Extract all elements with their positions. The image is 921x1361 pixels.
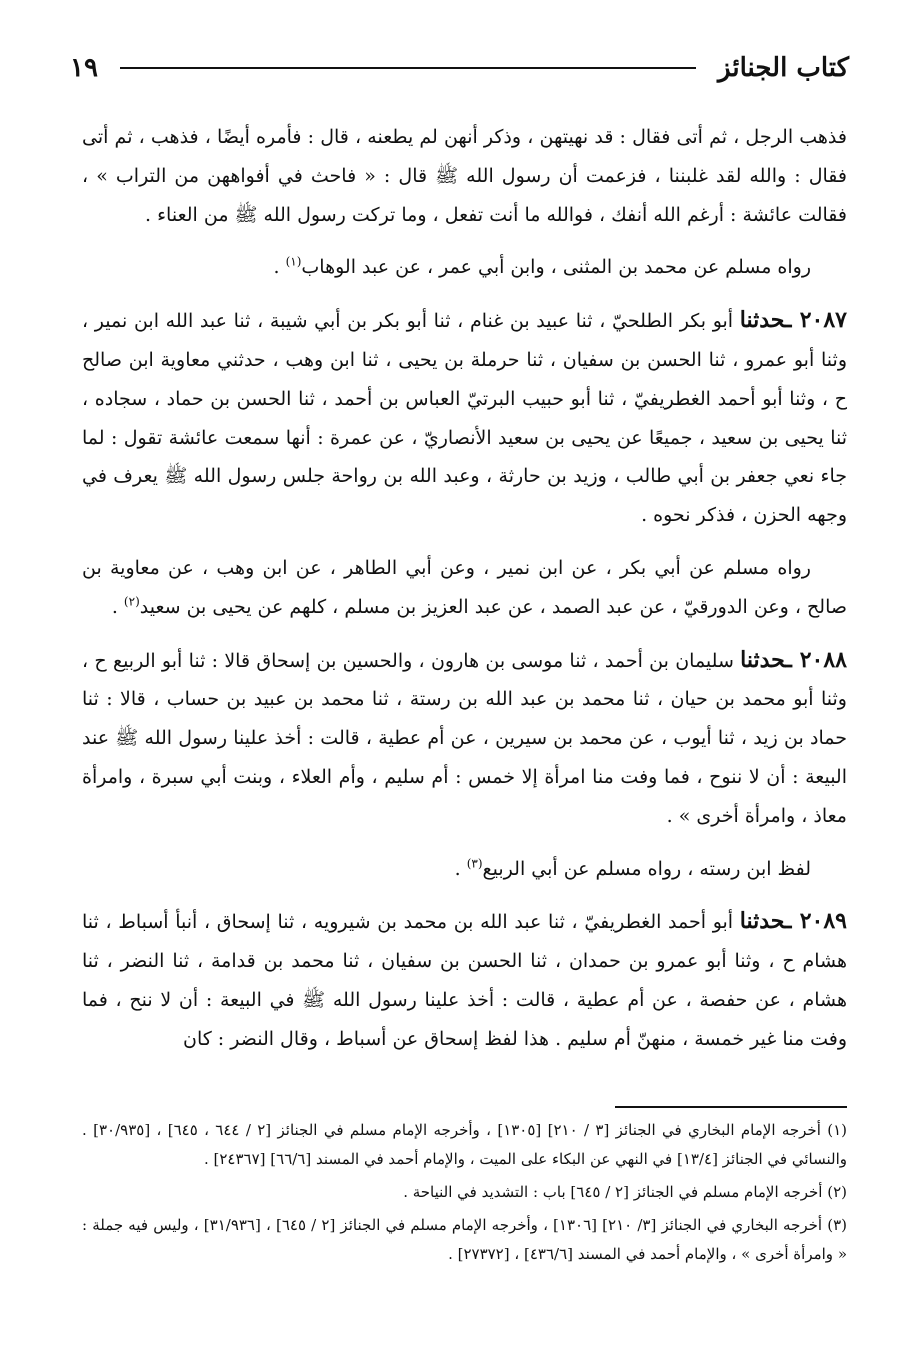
narration-note (82, 248, 847, 287)
haddathana-word: حدثنا (739, 307, 785, 334)
footnote-rule (615, 1106, 847, 1108)
header-rule (120, 67, 696, 69)
page-header (70, 48, 849, 88)
hadith-2087 (82, 301, 847, 535)
footnote-ref: (٣) (466, 856, 483, 871)
narration-end: . (111, 595, 124, 618)
page-number: ١٩ (70, 53, 98, 83)
hadith-number: ٢٠٨٩ ـ (784, 908, 847, 935)
narration-text: رواه مسلم عن محمد بن المثنى ، وابن أبي عمر ، عن عبد الوهاب (301, 256, 811, 279)
hadith-text: أبو أحمد الغطريفيّ ، ثنا عبد الله بن محمد بن شيرويه ، ثنا إسحاق ، أنبأ أسباط ، ثنا هشام ح ، وثنا أبو عمرو بن حمدان ، ثنا الحسن بن سفيان ، ثنا محمد بن قدامة ، ثنا النضر ، ثنا هشام ، عن حفصة ، عن أم عطية ، قالت : أخذ علينا رسول الله ﷺ في البيعة : أن لا ننح ، فما وفت منا غير خمسة ، منهنّ أم سليم . هذا لفظ إسحاق عن أسباط ، وقال النضر : كان (82, 911, 847, 1050)
footnote-1: (١) أخرجه الإمام البخاري في الجنائز [٣ / ٢١٠] [١٣٠٥] ، وأخرجه الإمام مسلم في الجنائز [٢ / ٦٤٤ ، ٦٤٥] ، [٣٠/٩٣٥] . والنسائي في الجنائز [١٣/٤] في النهي عن البكاء على الميت ، والإمام أحمد في المسند [٦٦/٦] [٢٤٣٦٧] . (82, 1121, 847, 1168)
footnote-ref: (٢) (123, 594, 140, 609)
narration-text: رواه مسلم عن أبي بكر ، عن ابن نمير ، وعن أبي الطاهر ، عن ابن وهب ، عن معاوية بن صالح ، وعن الدورقيّ ، عن عبد الصمد ، عن عبد العزيز بن مسلم ، كلهم عن يحيى بن سعيد (82, 556, 847, 618)
footnote-3: (٣) أخرجه البخاري في الجنائز [٣/ ٢١٠] [١٣٠٦] ، وأخرجه الإمام مسلم في الجنائز [٢ / ٦٤٥] ، [٣١/٩٣٦] ، وليس فيه جملة : « وامرأة أخرى » ، والإمام أحمد في المسند [٤٣٦/٦] ، [٢٧٣٧٢] . (82, 1216, 847, 1263)
hadith-2089 (82, 902, 847, 1058)
hadith-text: سليمان بن أحمد ، ثنا موسى بن هارون ، والحسين بن إسحاق قالا : ثنا أبو الربيع ح ، وثنا أبو محمد بن حيان ، ثنا محمد بن عبد الله بن رستة ، ثنا محمد بن عبيد بن حساب ، قالا : ثنا حماد بن زيد ، ثنا أيوب ، عن محمد بن سيرين ، عن أم عطية ، قالت : أخذ علينا رسول الله ﷺ عند البيعة : أن لا ننوح ، فما وفت منا امرأة إلا خمس : أم سليم ، وأم العلاء ، وبنت أبي سبرة ، وامرأة معاذ ، وامرأة أخرى » . (82, 649, 847, 827)
footnotes (82, 1116, 847, 1273)
page-body (82, 118, 847, 1073)
paragraph: فذهب الرجل ، ثم أتى فقال : قد نهيتهن ، وذكر أنهن لم يطعنه ، قال : فأمره أيضًا ، فذهب ، ثم أتى فقال : والله لقد غلبننا ، فزعمت أن رسول الله ﷺ قال : « فاحث في أفواههن من التراب » ، فقالت عائشة : أرغم الله أنفك ، فوالله ما أنت تفعل ، وما تركت رسول الله ﷺ من العناء . (82, 126, 847, 226)
narration-note (82, 850, 847, 889)
narration-end: . (454, 857, 467, 880)
hadith-number: ٢٠٨٧ ـ (784, 307, 847, 334)
hadith-number: ٢٠٨٨ ـ (785, 646, 847, 673)
footnote-2: (٢) أخرجه الإمام مسلم في الجنائز [٢ / ٦٤٥] باب : التشديد في النياحة . (403, 1183, 847, 1201)
narration-note (82, 549, 847, 627)
haddathana-word: حدثنا (740, 646, 786, 673)
narration-text: لفظ ابن رسته ، رواه مسلم عن أبي الربيع (482, 857, 811, 880)
footnote-ref: (١) (285, 255, 302, 270)
narration-end: . (273, 256, 286, 279)
hadith-text: أبو بكر الطلحيّ ، ثنا عبيد بن غنام ، ثنا أبو بكر بن أبي شيبة ، ثنا عبد الله ابن نمير ، وثنا أبو عمرو ، ثنا الحسن بن سفيان ، ثنا حرملة بن يحيى ، ثنا ابن وهب ، حدثني معاوية ابن صالح ح ، وثنا أبو أحمد الغطريفيّ ، ثنا أبو حبيب البرتيّ العباس بن أحمد ، ثنا الحسن بن حماد ، سجاده ، ثنا يحيى بن سعيد ، جميعًا عن يحيى بن سعيد الأنصاريّ ، عن عمرة : أنها سمعت عائشة تقول : لما جاء نعي جعفر بن أبي طالب ، وزيد بن حارثة ، وعبد الله بن رواحة جلس رسول الله ﷺ يعرف في وجهه الحزن ، فذكر نحوه . (82, 310, 847, 527)
hadith-2088 (82, 641, 847, 836)
haddathana-word: حدثنا (739, 908, 785, 935)
running-title: كتاب الجنائز (718, 53, 849, 83)
